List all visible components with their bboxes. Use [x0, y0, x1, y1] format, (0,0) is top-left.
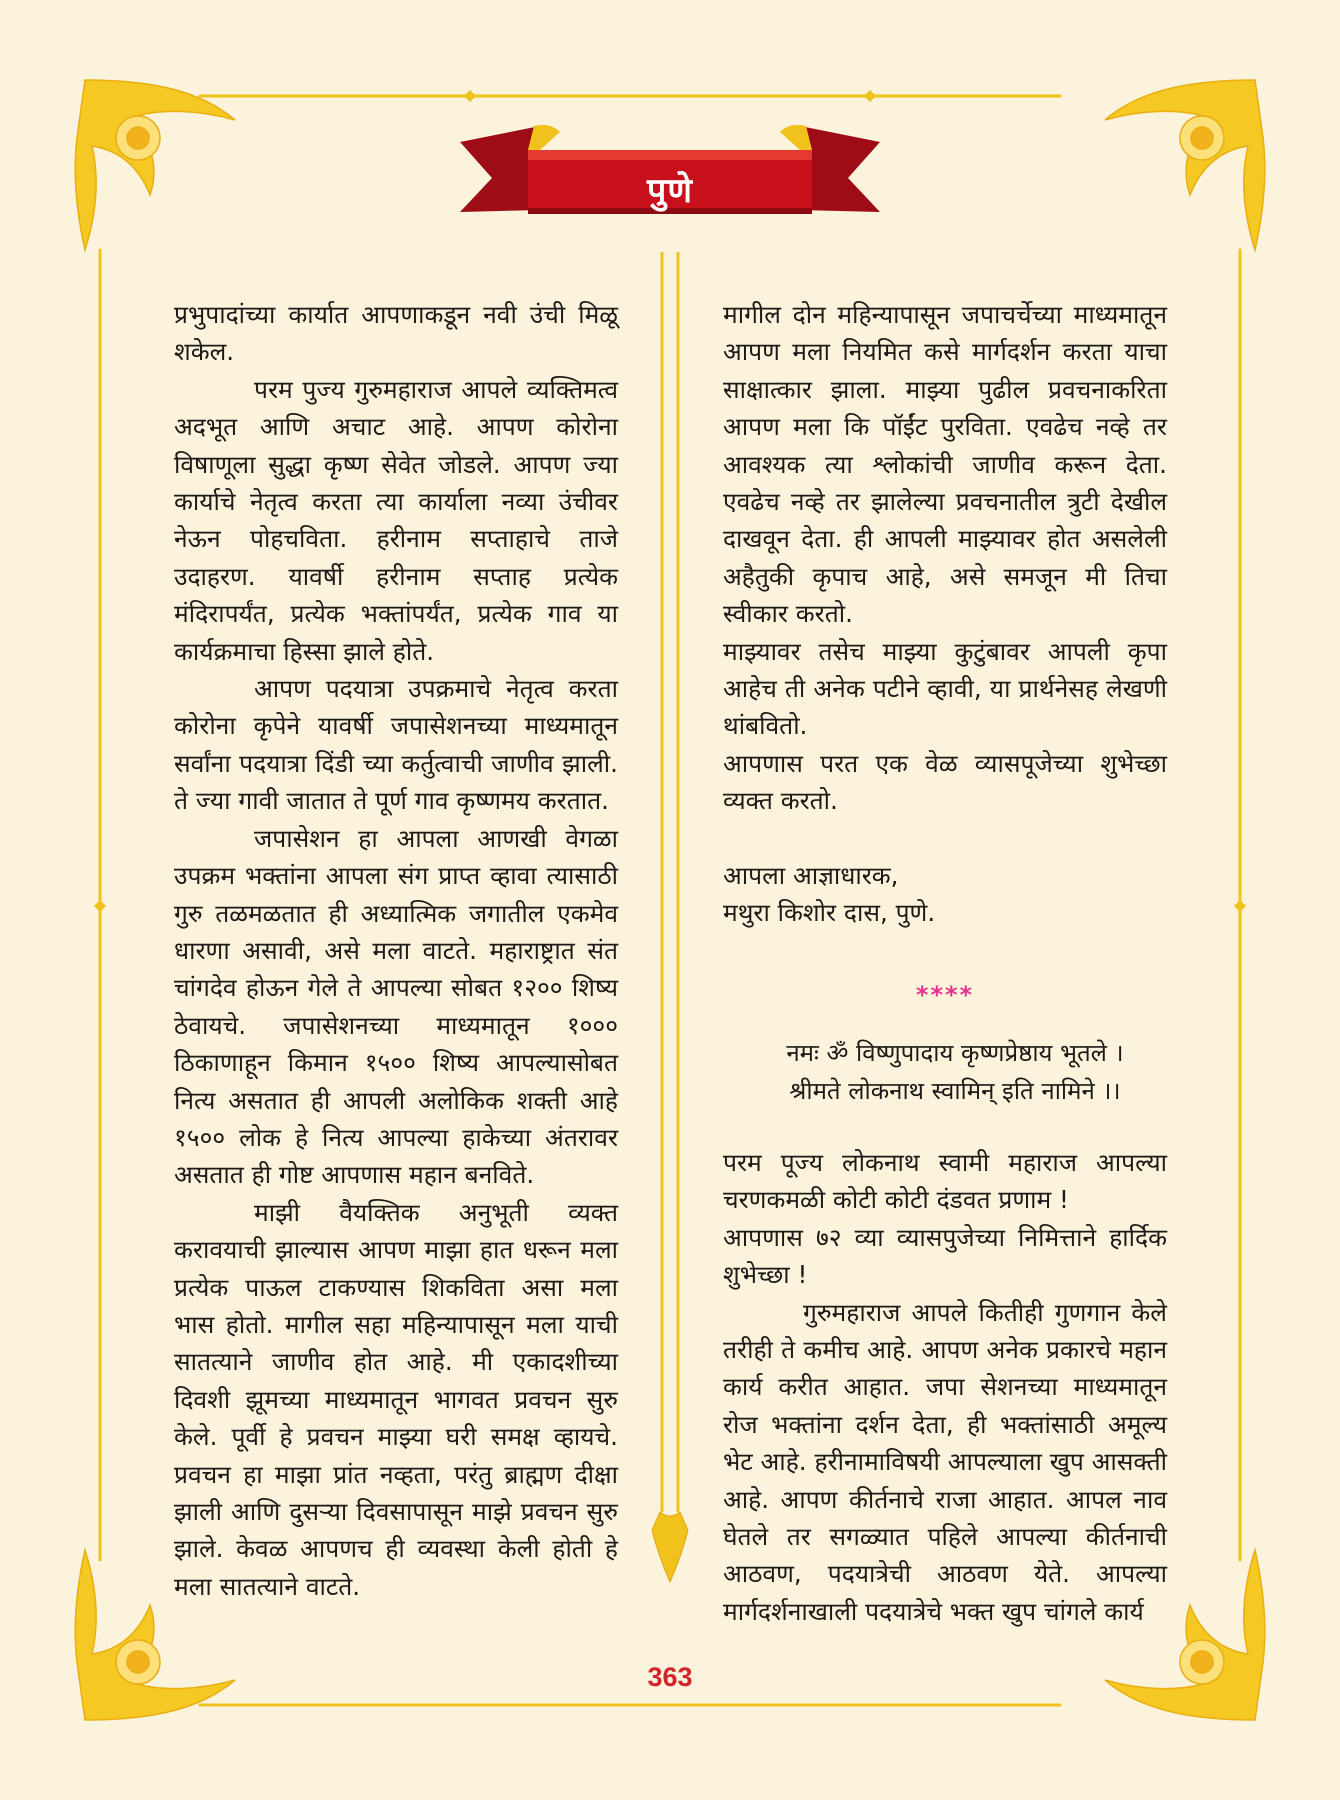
right-paragraph-2: माझ्यावर तसेच माझ्या कुटुंबावर आपली कृपा आहेच ती अनेक पटीने व्हावी, या प्रार्थनेसह लेखणी थांबवितो.	[723, 636, 1167, 741]
center-divider	[652, 252, 688, 1582]
corner-ornament-top-right	[1105, 80, 1265, 250]
right-paragraph-last: गुरुमहाराज आपले कितीही गुणगान केले तरीही ते कमीच आहे. आपण अनेक प्रकारचे महान कार्य करीत आहात. जपा सेशनच्या माध्यमातून रोज भक्तांना दर्शन देता, ही भक्तांसाठी अमूल्य भेट आहे. हरीनामाविषयी आपल्याला खुप आसक्ती आहे. आपण कीर्तनाचे राजा आहात. आपल नाव घेतले तर सगळ्यात पहिले आपल्या कीर्तनाची आठवण, पदयात्रेची आठवण येते. आपल्या मार्गदर्शनाखाली पदयात्रेचे भक्त खुप चांगले कार्य	[723, 1297, 1167, 1626]
page-number: 363	[647, 1662, 693, 1692]
signoff-line-1: आपला आज्ञाधारक,	[723, 860, 899, 890]
right-paragraph-1: मागील दोन महिन्यापासून जपाचर्चेच्या माध्यमातून आपण मला नियमित कसे मार्गदर्शन करता याचा साक्षात्कार झाला. माझ्या पुढील प्रवचनाकरिता आपण मला कि पॉईंट पुरविता. एवढेच नव्हे तर आवश्यक त्या श्लोकांची जाणीव करून देता. एवढेच नव्हे तर झालेल्या प्रवचनातील त्रुटी देखील दाखवून देता. ही आपली माझ्यावर होत असलेली अहैतुकी कृपाच आहे, असे समजून मी तिचा स्वीकार करतो.	[723, 300, 1167, 629]
shloka	[723, 1034, 1167, 1110]
left-paragraph-1: प्रभुपादांच्या कार्यात आपणाकडून नवी उंची मिळू शकेल.	[174, 300, 618, 367]
spacer	[723, 932, 1167, 969]
stars-separator: ****	[915, 980, 975, 1009]
corner-ornament-top-left	[75, 80, 235, 250]
greeting-2: आपणास ७२ व्या व्यासपुजेच्या निमित्ताने हार्दिक शुभेच्छा !	[723, 1222, 1167, 1290]
banner-title: पुणे	[647, 171, 693, 211]
greeting-1: परम पूज्य लोकनाथ स्वामी महाराज आपल्या चरणकमळी कोटी कोटी दंडवत प्रणाम !	[723, 1147, 1167, 1215]
spacer	[723, 820, 1167, 857]
shloka-line-1: नमः ॐ विष्णुपादाय कृष्णप्रेष्ठाय भूतले ।	[786, 1038, 1124, 1067]
left-paragraph-2: परम पुज्य गुरुमहाराज आपले व्यक्तिमत्व अदभूत आणि अचाट आहे. आपण कोरोना विषाणूला सुद्धा कृष्ण सेवेत जोडले. आपण ज्या कार्याचे नेतृत्व करता त्या कार्याला नव्या उंचीवर नेऊन पोहचविता. हरीनाम सप्ताहाचे ताजे उदाहरण. यावर्षी हरीनाम सप्ताह प्रत्येक मंदिरापर्यंत, प्रत्येक भक्तांपर्यंत, प्रत्येक गाव या कार्यक्रमाचा हिस्सा झाले होते.	[174, 374, 618, 666]
right-column	[723, 296, 1167, 1630]
left-paragraph-4: जपासेशन हा आपला आणखी वेगळा उपक्रम भक्तांना आपला संग प्राप्त व्हावा त्यासाठी गुरु तळमळतात ही अध्यात्मिक जगातील एकमेव धारणा असावी, असे मला वाटते. महाराष्ट्रात संत चांगदेव होऊन गेले ते आपल्या सोबत १२०० शिष्य ठेवायचे. जपासेशनच्या माध्यमातून १००० ठिकाणाहून किमान १५०० शिष्य आपल्यासोबत नित्य असतात ही आपली अलोकिक शक्ती आहे १५०० लोक हे नित्य आपल्या हाकेच्या अंतरावर असतात ही गोष्ट आपणास महान बनविते.	[174, 823, 618, 1190]
left-column	[174, 296, 618, 1605]
signoff-line-2: मथुरा किशोर दास, पुणे.	[723, 898, 936, 928]
left-paragraph-5: माझी वैयक्तिक अनुभूती व्यक्त करावयाची झाल्यास आपण माझा हात धरून मला प्रत्येक पाऊल टाकण्यास शिकविता असा मला भास होतो. मागील सहा महिन्यापासून मला याची सातत्याने जाणीव होत आहे. मी एकादशीच्या दिवशी झूमच्या माध्यमातून भागवत प्रवचन सुरु केले. पूर्वी हे प्रवचन माझ्या घरी समक्ष व्हायचे. प्रवचन हा माझा प्रांत नव्हता, परंतु ब्राह्मण दीक्षा झाली आणि दुसऱ्या दिवसापासून माझे प्रवचन सुरु झाले. केवळ आपणच ही व्यवस्था केली होती हे मला सातत्याने वाटते.	[174, 1197, 618, 1601]
right-paragraph-3: आपणास परत एक वेळ व्यासपूजेच्या शुभेच्छा व्यक्त करतो.	[723, 748, 1167, 816]
left-paragraph-3: आपण पदयात्रा उपक्रमाचे नेतृत्व करता कोरोना कृपेने यावर्षी जपासेशनच्या माध्यमातून सर्वांना पदयात्रा दिंडी च्या कर्तुत्वाची जाणीव झाली. ते ज्या गावी जातात ते पूर्ण गाव कृष्णमय करतात.	[174, 674, 618, 816]
shloka-line-2: श्रीमते लोकनाथ स्वामिन् इति नामिने ।।	[789, 1076, 1121, 1105]
